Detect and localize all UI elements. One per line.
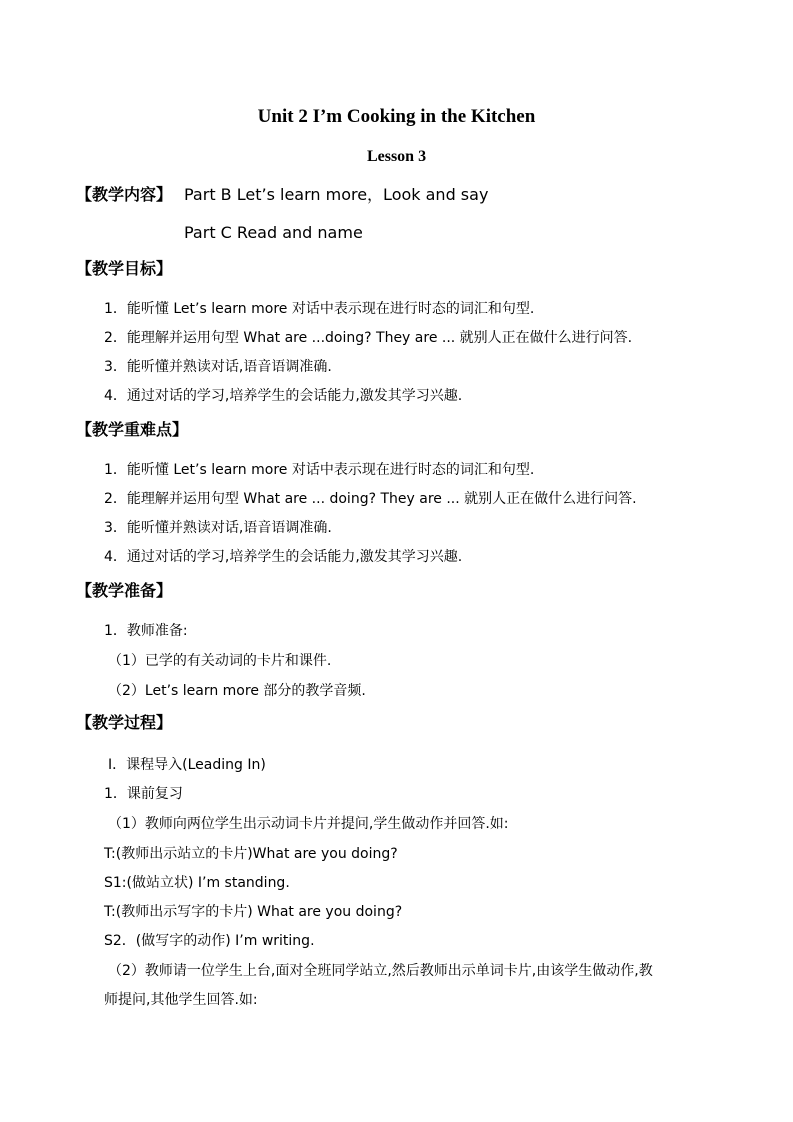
content-heading: 【教学内容】: [76, 185, 173, 204]
preparation-heading: 【教学准备】: [76, 581, 173, 600]
process-heading: 【教学过程】: [76, 713, 173, 732]
key-point-item: 3．能听懂并熟读对话,语音语调准确.: [104, 520, 332, 536]
preparation-sub-item: （2）Let’s learn more 部分的教学音频.: [108, 683, 366, 699]
objective-item: 4．通过对话的学习,培养学生的会话能力,激发其学习兴趣.: [104, 388, 463, 404]
content-line-2: Part C Read and name: [184, 223, 363, 242]
key-point-item: 1．能听懂 Let’s learn more 对话中表示现在进行时态的词汇和句型.: [104, 462, 535, 478]
key-points-heading: 【教学重难点】: [76, 420, 189, 439]
dialog-line: T:(教师出示站立的卡片)What are you doing?: [104, 846, 398, 862]
content-line-1: Part B Let’s learn more，Look and say: [184, 185, 489, 204]
document-title: Unit 2 I’m Cooking in the Kitchen: [257, 106, 536, 127]
preparation-item: 1．教师准备:: [104, 623, 188, 639]
process-sub-item: （2）教师请一位学生上台,面对全班同学站立,然后教师出示单词卡片,由该学生做动作,教: [108, 963, 653, 979]
process-sub-item: （1）教师向两位学生出示动词卡片并提问,学生做动作并回答.如:: [108, 816, 509, 832]
key-point-item: 2．能理解并运用句型 What are ... doing? They are ... 就别人正在做什么进行问答.: [104, 491, 637, 507]
objective-item: 2．能理解并运用句型 What are ...doing? They are ... 就别人正在做什么进行问答.: [104, 330, 633, 346]
dialog-line: S2．(做写字的动作) I’m writing.: [104, 933, 315, 949]
objective-item: 3．能听懂并熟读对话,语音语调准确.: [104, 359, 332, 375]
dialog-line: T:(教师出示写字的卡片) What are you doing?: [104, 904, 403, 920]
process-step: Ⅰ．课程导入(Leading In): [108, 757, 266, 773]
process-item: 1．课前复习: [104, 786, 183, 802]
objective-item: 1．能听懂 Let’s learn more 对话中表示现在进行时态的词汇和句型.: [104, 301, 535, 317]
process-sub-item-continued: 师提问,其他学生回答.如:: [104, 992, 258, 1008]
lesson-subtitle: Lesson 3: [366, 148, 427, 165]
preparation-sub-item: （1）已学的有关动词的卡片和课件.: [108, 653, 332, 669]
dialog-line: S1:(做站立状) I’m standing.: [104, 875, 290, 891]
objectives-heading: 【教学目标】: [76, 259, 173, 278]
key-point-item: 4．通过对话的学习,培养学生的会话能力,激发其学习兴趣.: [104, 549, 463, 565]
